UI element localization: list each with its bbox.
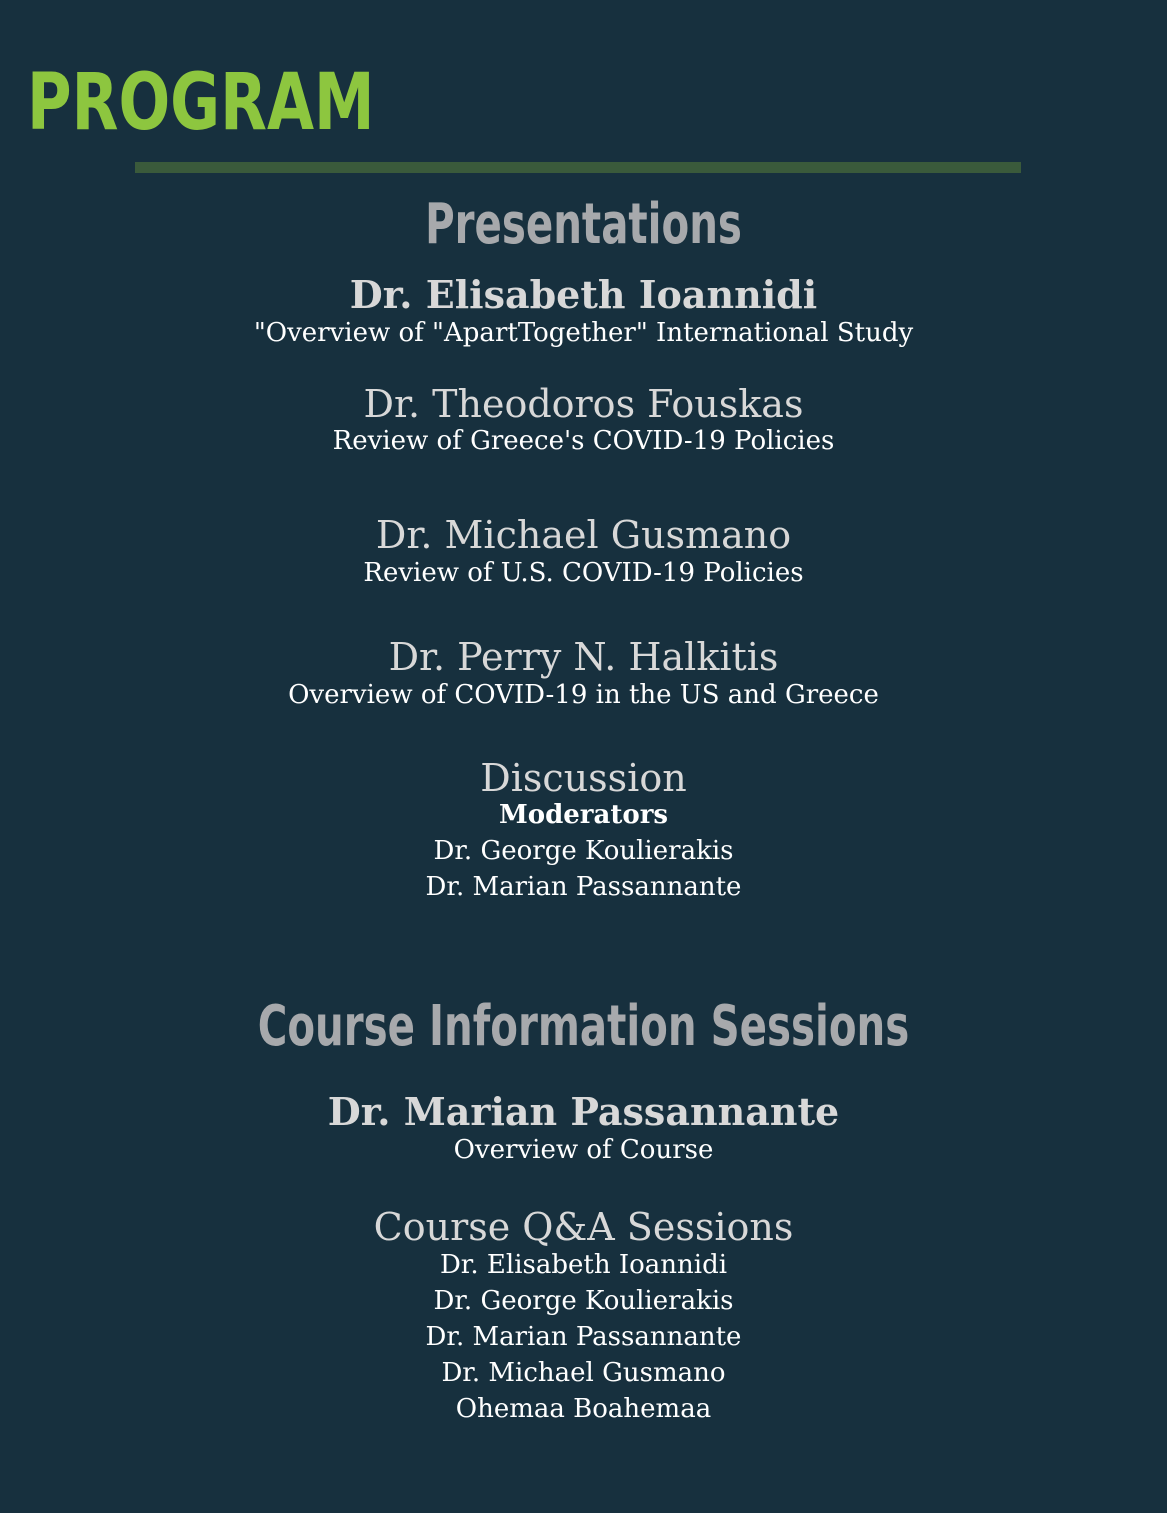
speaker-name: Dr. Theodoros Fouskas bbox=[363, 382, 804, 426]
page-title: PROGRAM bbox=[27, 58, 375, 148]
moderators-label: Moderators bbox=[498, 800, 669, 830]
speaker-topic: "Overview of "ApartTogether" International Study bbox=[253, 318, 914, 348]
speaker-topic: Overview of COVID-19 in the US and Greece bbox=[288, 680, 879, 710]
speaker-topic: Review of U.S. COVID-19 Policies bbox=[363, 558, 804, 588]
moderator-name: Dr. George Koulierakis bbox=[433, 836, 734, 866]
presentations-heading: Presentations bbox=[425, 192, 742, 257]
course-sessions-heading: Course Information Sessions bbox=[257, 994, 910, 1059]
qa-person: Dr. Elisabeth Ioannidi bbox=[439, 1250, 728, 1280]
overview-presenter-name: Dr. Marian Passannante bbox=[327, 1089, 840, 1134]
qa-person: Dr. Marian Passannante bbox=[425, 1322, 742, 1352]
speaker-name: Dr. Michael Gusmano bbox=[375, 513, 792, 557]
speaker-topic: Review of Greece's COVID-19 Policies bbox=[332, 426, 835, 456]
discussion-title: Discussion bbox=[480, 756, 687, 800]
overview-topic: Overview of Course bbox=[453, 1135, 714, 1165]
speaker-name: Dr. Elisabeth Ioannidi bbox=[349, 272, 818, 317]
qa-title: Course Q&A Sessions bbox=[373, 1205, 794, 1249]
title-divider bbox=[135, 162, 1021, 173]
qa-person: Dr. Michael Gusmano bbox=[441, 1358, 726, 1388]
qa-person: Dr. George Koulierakis bbox=[433, 1286, 734, 1316]
speaker-name: Dr. Perry N. Halkitis bbox=[388, 635, 779, 679]
qa-person: Ohemaa Boahemaa bbox=[455, 1394, 712, 1424]
moderator-name: Dr. Marian Passannante bbox=[425, 872, 742, 902]
